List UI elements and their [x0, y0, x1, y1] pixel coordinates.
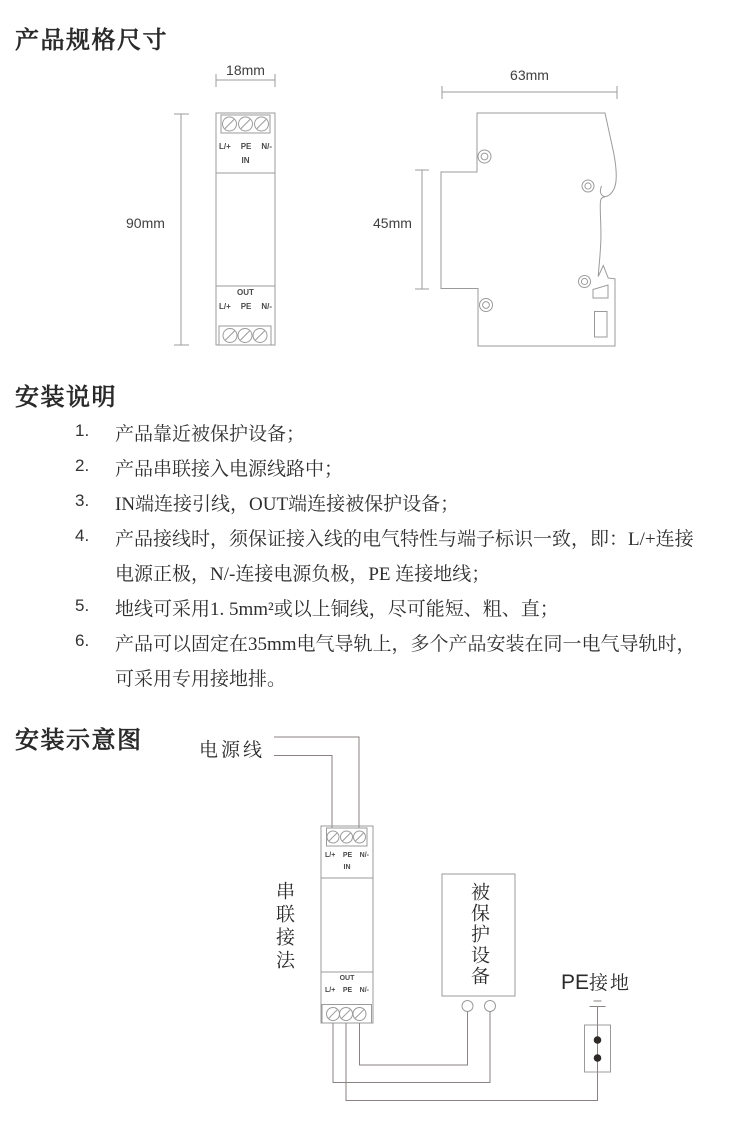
- ground-symbol-icon: [590, 1001, 606, 1025]
- screw-head-icon: [478, 150, 594, 312]
- power-wire-neutral: [274, 737, 359, 828]
- terminal-label-live: L/+: [325, 987, 336, 994]
- side-width-dimension-line: [442, 86, 617, 99]
- install-section-title: 安装说明: [15, 384, 117, 411]
- pe-ground-label: [561, 968, 631, 995]
- front-in-terminal-labels: [216, 142, 275, 151]
- diagram-out-label: OUT: [339, 975, 355, 982]
- side-height-dim-label: 45mm: [373, 215, 412, 231]
- terminal-label-pe: PE: [240, 302, 252, 311]
- out-wire-live: [333, 1012, 490, 1083]
- terminal-label-pe: PE: [240, 142, 252, 151]
- protected-device-label: 被保护设备: [468, 882, 489, 987]
- series-connection-label: 串联接法: [273, 881, 294, 973]
- front-height-dimension-line: [174, 114, 189, 345]
- din-clip-slot: [595, 312, 608, 338]
- power-line-label: 电源线: [199, 740, 266, 761]
- out-wire-pe: [346, 1023, 598, 1101]
- din-clip-lever: [593, 285, 608, 298]
- terminal-label-live: L/+: [325, 852, 336, 859]
- step-text: 可采用专用接地排。: [115, 669, 287, 690]
- screw-terminal-icon: [223, 329, 267, 343]
- list-item: [75, 629, 740, 664]
- terminal-label-neutral: N/-: [261, 142, 272, 151]
- terminal-label-neutral: N/-: [261, 302, 272, 311]
- step-number: 6.: [75, 631, 90, 650]
- step-number: [75, 559, 115, 561]
- step-number: [75, 664, 115, 666]
- pe-ground-label-en: PE: [561, 971, 590, 994]
- pe-ground-label-zh: 接地: [589, 973, 632, 994]
- grounding-bar-dot: [594, 1036, 602, 1044]
- list-item: [75, 489, 740, 524]
- terminal-label-pe: PE: [342, 852, 353, 859]
- diagram-out-terminal-labels: [321, 987, 373, 994]
- step-text: IN端连接引线，OUT端连接被保护设备；: [115, 494, 460, 515]
- list-item: [75, 454, 740, 489]
- step-text: 电源正极，N/-连接电源负极，PE 连接地线；: [115, 564, 491, 585]
- terminal-label-neutral: N/-: [359, 987, 369, 994]
- screw-terminal-icon: [327, 1008, 367, 1021]
- side-profile-outline: [441, 113, 616, 346]
- step-text: 产品接线时，须保证接入线的电气特性与端子标识一致，即：L/+连接: [115, 529, 694, 550]
- terminal-label-neutral: N/-: [359, 852, 369, 859]
- step-text: 产品可以固定在35mm电气导轨上，多个产品安装在同一电气导轨时，: [115, 634, 696, 655]
- step-number: 3.: [75, 491, 90, 510]
- side-view-drawing: [415, 86, 617, 346]
- protected-device-terminal: [485, 1001, 496, 1012]
- list-item: [75, 524, 740, 559]
- diagram-in-label: IN: [343, 864, 351, 871]
- step-text: 地线可采用1. 5mm²或以上铜线，尽可能短、粗、直；: [115, 599, 559, 620]
- spec-section-title: 产品规格尺寸: [15, 27, 168, 54]
- protected-device-label-wrap: [442, 882, 515, 987]
- out-wire-neutral: [360, 1012, 468, 1066]
- step-number: 1.: [75, 421, 90, 440]
- screw-terminal-icon: [223, 117, 269, 131]
- diagram-section-title: 安装示意图: [15, 727, 143, 754]
- side-height-dimension-line: [415, 170, 429, 289]
- step-text: 产品串联接入电源线路中；: [115, 459, 344, 480]
- step-number: 2.: [75, 456, 90, 475]
- front-out-label: OUT: [237, 288, 254, 297]
- list-item-continuation: [75, 664, 740, 699]
- front-in-label: IN: [241, 156, 250, 165]
- front-width-dim-label: 18mm: [226, 62, 265, 78]
- grounding-bar-dot: [594, 1054, 602, 1062]
- side-width-dim-label: 63mm: [510, 67, 549, 83]
- step-number: 5.: [75, 596, 90, 615]
- list-item-continuation: [75, 559, 740, 594]
- front-height-dim-label: 90mm: [126, 215, 165, 231]
- diagram-in-terminal-labels: [321, 852, 373, 859]
- din-clip-spring-curl: [600, 186, 605, 197]
- front-out-terminal-labels: [216, 302, 275, 311]
- step-number: 4.: [75, 526, 90, 545]
- terminal-label-live: L/+: [219, 302, 231, 311]
- installation-steps-list: [75, 419, 740, 699]
- list-item: [75, 419, 740, 454]
- protected-device-terminal: [462, 1001, 473, 1012]
- power-wire-live: [274, 756, 332, 829]
- list-item: [75, 594, 740, 629]
- screw-terminal-icon: [327, 831, 366, 843]
- terminal-label-live: L/+: [219, 142, 231, 151]
- step-text: 产品靠近被保护设备；: [115, 424, 306, 445]
- terminal-label-pe: PE: [342, 987, 353, 994]
